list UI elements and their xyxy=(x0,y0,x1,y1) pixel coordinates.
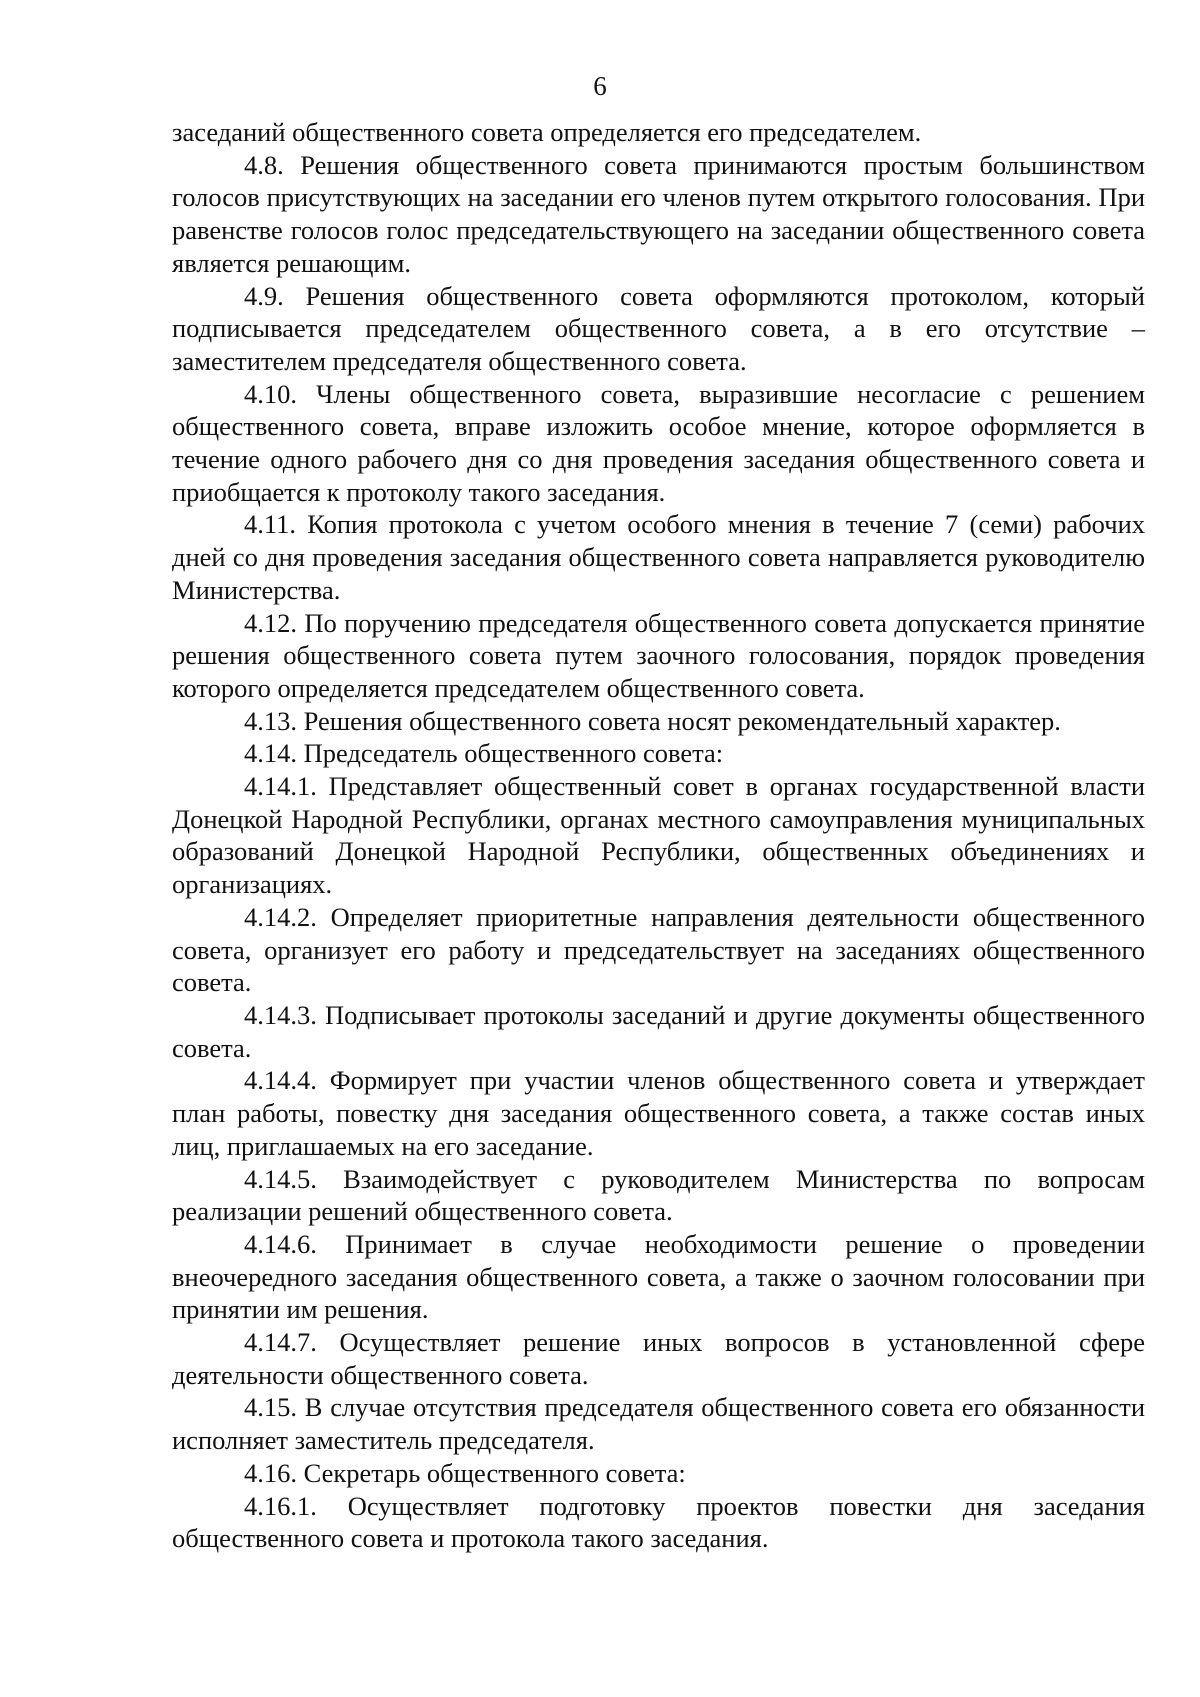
paragraph-4-14-1: 4.14.1. Представляет общественный совет в органах государственной власти Донецкой Народной Республики, органах местного самоуправления муниципальных образований Донецкой Народной Республики, общественных объединениях и организациях. xyxy=(172,771,1145,900)
paragraph-continuation: заседаний общественного совета определяется его председателем. xyxy=(172,117,922,147)
paragraph-4-14-5: 4.14.5. Взаимодействует с руководителем Министерства по вопросам реализации решений общественного совета. xyxy=(172,1163,1145,1227)
paragraph-4-14-4: 4.14.4. Формирует при участии членов общественного совета и утверждает план работы, повестку дня заседания общественного совета, а также состав иных лиц, приглашаемых на его заседание. xyxy=(172,1065,1145,1161)
paragraph-4-13: 4.13. Решения общественного совета носят рекомендательный характер. xyxy=(244,705,1061,736)
paragraph-4-14: 4.14. Председатель общественного совета: xyxy=(244,738,724,769)
paragraph-4-16-1: 4.16.1. Осуществляет подготовку проектов повестки дня заседания общественного совета и протокола такого заседания. xyxy=(172,1490,1145,1554)
paragraph-4-10: 4.10. Члены общественного совета, выразившие несогласие с решением общественного совета, вправе изложить особое мнение, которое оформляется в течение одного рабочего дня со дня проведения заседания общественного совета и приобщается к протоколу такого заседания. xyxy=(172,378,1145,507)
paragraph-4-8: 4.8. Решения общественного совета принимаются простым большинством голосов присутствующих на заседании его членов путем открытого голосования. При равенстве голосов голос председательствующего на заседании общественного совета является решающим. xyxy=(172,149,1145,278)
page-number: 6 xyxy=(593,71,607,101)
document-body xyxy=(172,116,1145,1555)
paragraph-4-11: 4.11. Копия протокола с учетом особого мнения в течение 7 (семи) рабочих дней со дня проведения заседания общественного совета направляется руководителю Министерства. xyxy=(172,509,1145,605)
paragraph-4-14-6: 4.14.6. Принимает в случае необходимости решение о проведении внеочередного заседания общественного совета, а также о заочном голосовании при принятии им решения. xyxy=(172,1228,1145,1325)
paragraph-4-14-7: 4.14.7. Осуществляет решение иных вопросов в установленной сфере деятельности общественного совета. xyxy=(172,1327,1145,1390)
paragraph-4-16: 4.16. Секретарь общественного совета: xyxy=(244,1457,686,1488)
paragraph-4-15: 4.15. В случае отсутствия председателя общественного совета его обязанности исполняет заместитель председателя. xyxy=(172,1392,1145,1456)
paragraph-4-12: 4.12. По поручению председателя общественного совета допускается принятие решения общественного совета путем заочного голосования, порядок проведения которого определяется председателем общественного совета. xyxy=(172,607,1145,703)
paragraph-4-9: 4.9. Решения общественного совета оформляются протоколом, который подписывается председателем общественного совета, а в его отсутствие – заместителем председателя общественного совета. xyxy=(172,280,1145,376)
paragraph-4-14-2: 4.14.2. Определяет приоритетные направления деятельности общественного совета, организует его работу и председательствует на заседаниях общественного совета. xyxy=(172,901,1145,998)
paragraph-4-14-3: 4.14.3. Подписывает протоколы заседаний и другие документы общественного совета. xyxy=(172,999,1145,1063)
